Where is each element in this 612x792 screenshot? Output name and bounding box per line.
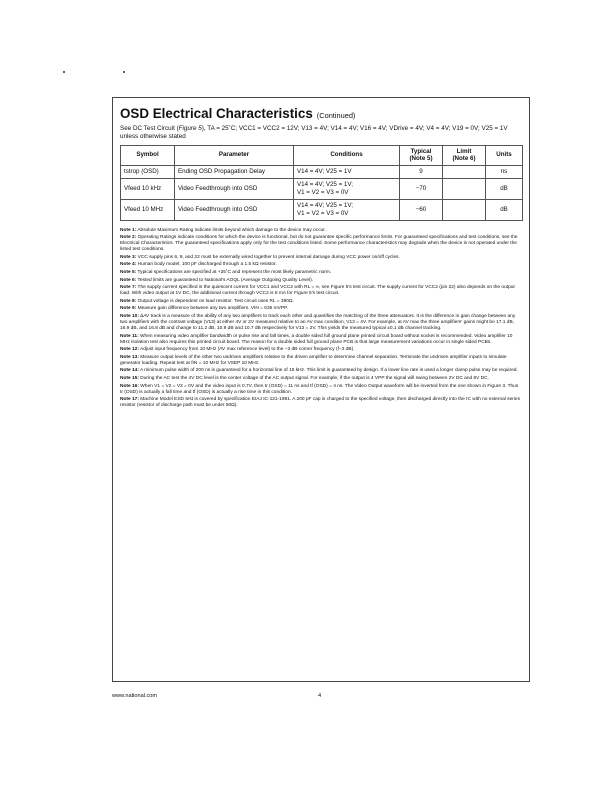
footer-page-number: 4: [318, 693, 322, 699]
note-text: Output voltage is dependent on load resistor. Test circuit uses RL = 390Ω.: [137, 298, 294, 304]
note-10: [120, 314, 522, 332]
cell-typical: 9: [400, 165, 443, 178]
note-6: [120, 278, 522, 284]
cell-units: dB: [486, 178, 523, 199]
note-text: Tested limits are guaranteed to National's AOQL (Average Outgoing Quality Level).: [137, 277, 314, 283]
note-label: Note 5:: [120, 269, 137, 275]
note-14: [120, 368, 522, 374]
note-label: Note 3:: [120, 254, 137, 260]
note-label: Note 10:: [120, 313, 139, 319]
note-text: Measure output levels of the other two undriven amplifiers relative to the driven amplifier to determine channel separation. Terminate the undriven amplifier inputs to simulate generator loading. Repeat test at fIN = 10 MHz for VSEP 10 MHz.: [120, 354, 507, 366]
note-text: Operating Ratings indicate conditions for which the device is functional, but do not guarantee specific performance limits. For guaranteed specifications and test conditions, see the Electrical Characteristics. The guaranteed specifications apply only for the test conditions listed. Some performance characteristics may degrade when the device is not operated under the listed test conditions.: [120, 235, 518, 253]
note-text: Machine Model ESD test is covered by specification EIAJ IC-121-1981. A 200 pF cap is charged to the specified voltage, then discharged directly into the IC with no external series resistor (resistor of discharge path must be under 50Ω).: [120, 397, 520, 409]
note-label: Note 9:: [120, 306, 137, 312]
cell-conditions: V14 = 4V; V25 = 1V: [294, 165, 400, 178]
note-9: [120, 306, 522, 312]
cell-parameter: Video Feedthrough into OSD: [175, 199, 294, 220]
cell-parameter: Ending OSD Propagation Delay: [175, 165, 294, 178]
note-7: [120, 285, 522, 297]
table-row: [121, 178, 523, 199]
note-text: VCC supply pins 6, 9, and 22 must be externally wired together to prevent internal damage during VCC power on/off cycles.: [137, 254, 400, 260]
electrical-characteristics-table: [120, 145, 523, 221]
intro-text-1: See DC Test Circuit (: [120, 125, 179, 132]
scan-dot-left: [63, 71, 65, 73]
note-text: Adjust input frequency from 10 MHz (AV max reference level) to the −3 dB corner frequency (f−3 dB).: [140, 347, 355, 353]
cell-symbol: tstrop (OSD): [121, 165, 175, 178]
note-label: Note 7:: [120, 285, 137, 291]
cell-units: dB: [486, 199, 523, 220]
section-header: [120, 106, 522, 121]
note-17: [120, 397, 522, 409]
note-label: Note 17:: [120, 397, 139, 403]
cell-limit: [443, 178, 486, 199]
cell-limit: [443, 165, 486, 178]
cell-limit: [443, 199, 486, 220]
cell-conditions: V14 = 4V; V25 = 1V; V1 = V2 = V3 = 0V: [294, 199, 400, 220]
cell-conditions: V14 = 4V; V25 = 1V; V1 = V2 = V3 = 0V: [294, 178, 400, 199]
note-16: [120, 384, 522, 396]
section-title: OSD Electrical Characteristics: [120, 106, 313, 121]
cell-symbol: Vfeed 10 kHz: [121, 178, 175, 199]
note-label: Note 11:: [120, 333, 139, 339]
note-text: The supply current specified is the quiescent current for VCC1 and VCC2 with RL = ∞, see Figure 5's test circuit. The supply current for VCC2 (pin 22) also depends on the output load. With video output at 1V DC, the additional current through VCC2 is 8 mA for Figure 5's test circuit.: [120, 285, 515, 297]
note-label: Note 16:: [120, 383, 139, 389]
cell-parameter: Video Feedthrough into OSD: [175, 178, 294, 199]
header-typical: [400, 145, 443, 165]
header-units: Units: [486, 145, 523, 165]
note-text: ∆AV track is a measure of the ability of any two amplifiers to track each other and quantifies the matching of the three attenuators. It is the difference in gain change between any two amplifiers with the contrast voltage (V13) at either 4V or 2V measured relative to an AV max condition, V13 = 4V. For example, at AV max the three amplifiers' gains might be 17.1 dB, 16.9 dB, and 16.8 dB and change to 11.2 dB, 10.9 dB and 10.7 dB respectively for V13 = 2V. This yields the measured typical ±0.1 dB channel tracking.: [120, 313, 516, 331]
cell-units: ns: [486, 165, 523, 178]
note-1: [120, 228, 522, 234]
note-11: [120, 334, 522, 346]
notes-section: [120, 228, 522, 410]
note-label: Note 12:: [120, 347, 139, 353]
header-parameter: Parameter: [175, 145, 294, 165]
note-label: Note 6:: [120, 277, 137, 283]
test-conditions-intro: [120, 125, 522, 141]
header-limit-text: Limit (Note 6): [452, 147, 476, 163]
note-2: [120, 235, 522, 253]
note-12: [120, 347, 522, 353]
note-text: Typical specifications are specified at +25˚C and represent the most likely parametric norm.: [137, 269, 332, 275]
header-limit: [443, 145, 486, 165]
header-symbol: Symbol: [121, 145, 175, 165]
note-label: Note 14:: [120, 368, 139, 374]
note-15: [120, 376, 522, 382]
note-4: [120, 262, 522, 268]
table-header-row: [121, 145, 523, 165]
note-5: [120, 270, 522, 276]
note-label: Note 1:: [120, 227, 137, 233]
note-3: [120, 255, 522, 261]
note-text: A minimum pulse width of 200 ns is guaranteed for a horizontal line of 15 kHz. This limit is guaranteed by design. If a lower line rate is used a longer clamp pulse may be required.: [140, 368, 518, 374]
note-label: Note 2:: [120, 235, 137, 241]
note-13: [120, 355, 522, 367]
figure-reference: Figure 5: [178, 125, 202, 132]
cell-typical: −60: [400, 199, 443, 220]
cell-symbol: Vfeed 10 MHz: [121, 199, 175, 220]
header-typical-text: Typical (Note 5): [409, 147, 433, 163]
note-text: Human body model, 100 pF discharged through a 1.5 kΩ resistor.: [137, 262, 277, 268]
header-conditions: Conditions: [294, 145, 400, 165]
note-label: Note 13:: [120, 354, 139, 360]
note-label: Note 4:: [120, 262, 137, 268]
note-label: Note 8:: [120, 298, 137, 304]
cell-typical: −70: [400, 178, 443, 199]
note-8: [120, 299, 522, 305]
continued-label: (Continued): [316, 111, 356, 120]
note-text: When measuring video amplifier bandwidth or pulse rise and fall times, a double sided full ground plane printed circuit board without socket is recommended. Video amplifier 10 MHz isolation test also requires this printed circuit board. The reason for a double sided full ground plane PCB is that large measurement variations occur in single sided PCBs.: [120, 333, 513, 345]
footer-website: www.national.com: [112, 693, 158, 699]
page-frame: [112, 97, 530, 682]
note-text: When V1 = V2 = V3 = 0V and the video input is 0.7V, then tr (OSD) = 11 ns and tf (OSD) = 4 ns. The Video Output waveform will be inverted from the one shown in Figure 3. Thus tr (OSD) is actually a fall time and tf (OSD) is actually a rise time in this condition.: [120, 383, 519, 395]
table-row: [121, 165, 523, 178]
scan-dot-right: [123, 71, 125, 73]
note-text: Measure gain difference between any two amplifiers. VIN = 635 mVPP.: [137, 306, 288, 312]
note-text: Absolute Maximum Rating indicate limits beyond which damage to the device may occur.: [137, 227, 326, 233]
page-content: [120, 106, 522, 411]
note-label: Note 15:: [120, 375, 139, 381]
note-text: During the AC test the 4V DC level is the center voltage of the AC output signal. For example, if the output is 4 VPP the signal will swing between 2V DC and 6V DC.: [140, 375, 489, 381]
intro-text-2: ), TA = 25˚C; VCC1 = VCC2 = 12V; V13 = 4V; V14 = 4V; V16 = 4V; VDrive = 4V; V4 = 4V; V19 = 0V; V25 = 1V unless otherwise stated: [120, 125, 508, 140]
table-row: [121, 199, 523, 220]
